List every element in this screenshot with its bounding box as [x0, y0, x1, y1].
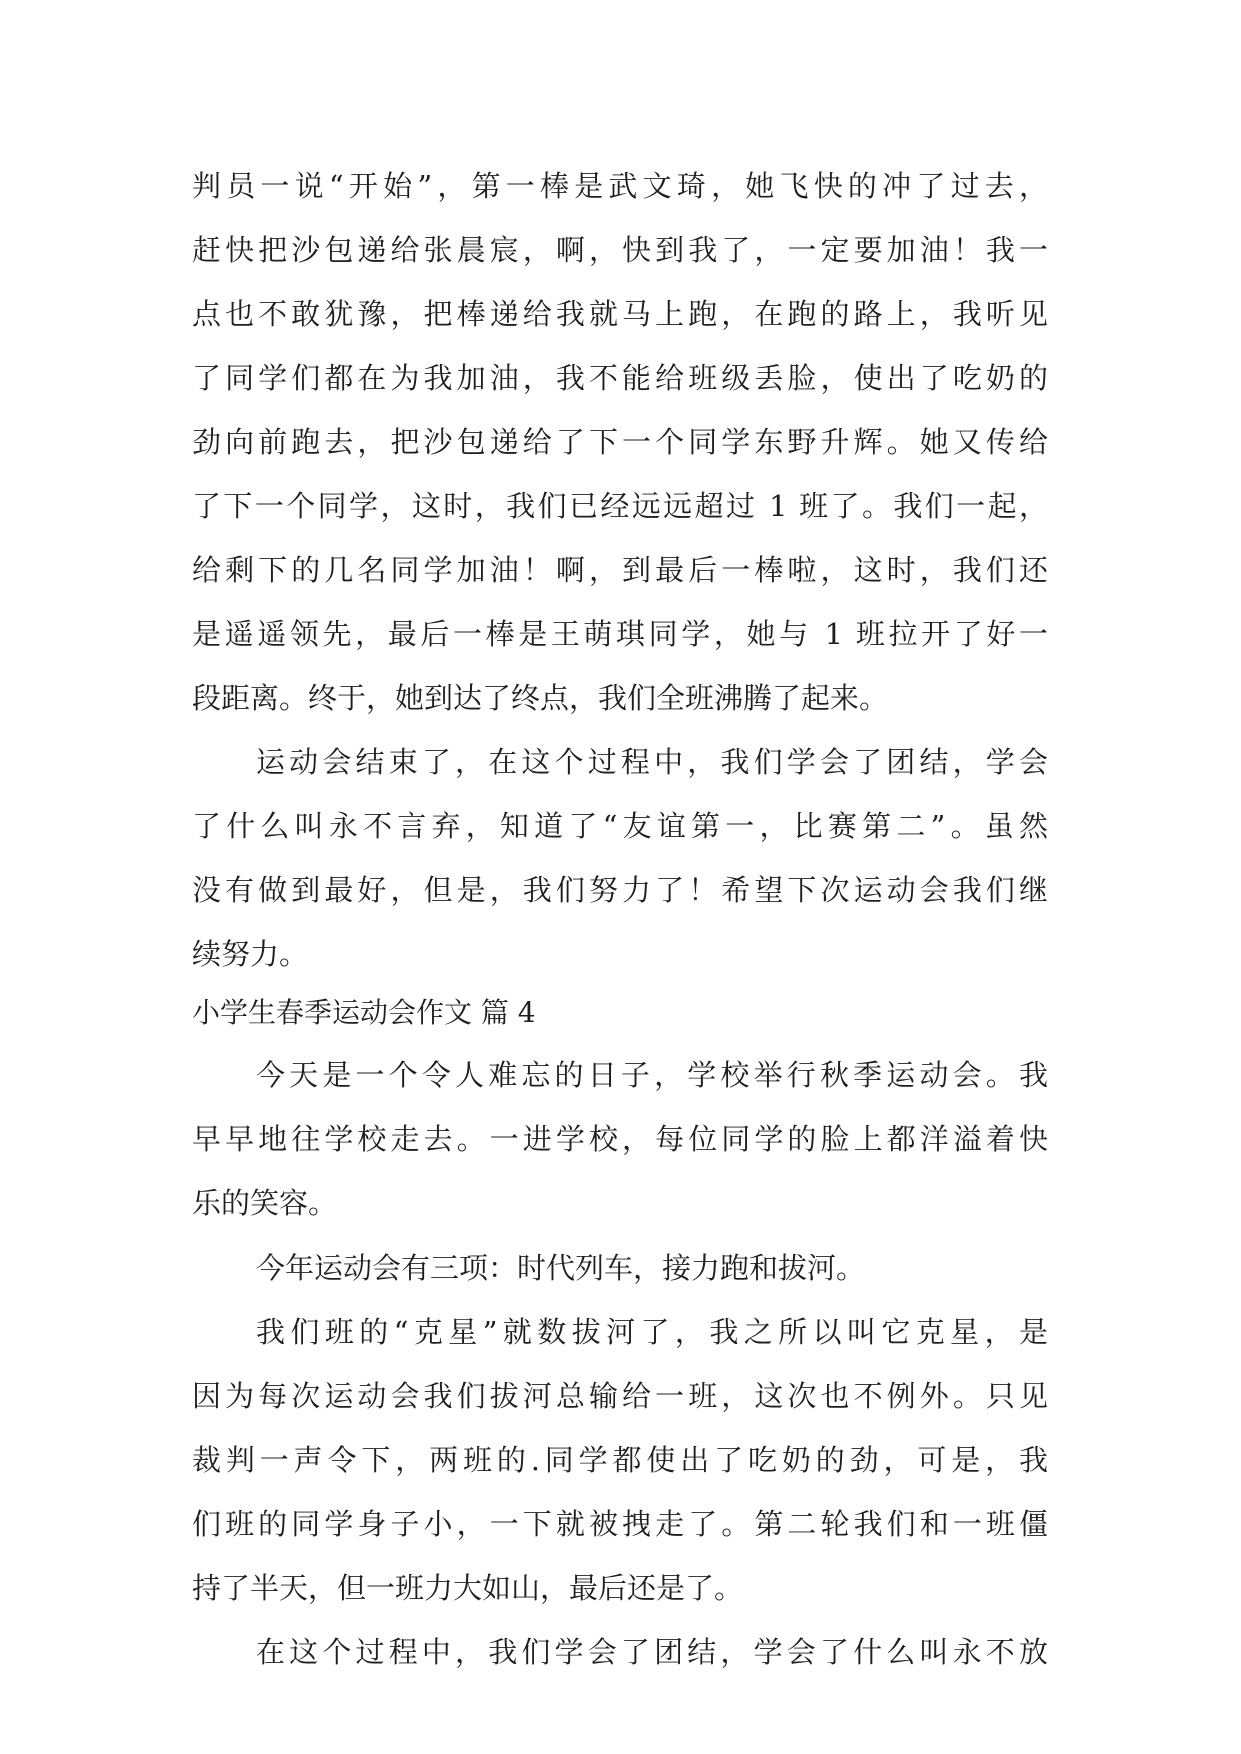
paragraph-line: 今年运动会有三项：时代列车，接力跑和拔河。	[256, 1251, 866, 1285]
paragraph-line: 在这个过程中，我们学会了团结，学会了什么叫永不放	[256, 1635, 1048, 1669]
paragraph-line: 早早地往学校走去。一进学校，每位同学的脸上都洋溢着快	[192, 1122, 1048, 1156]
paragraph-line: 是遥遥领先，最后一棒是王萌琪同学，她与 1 班拉开了好一	[192, 617, 1048, 651]
paragraph-line: 判员一说“开始”，第一棒是武文琦，她飞快的冲了过去，	[192, 169, 1048, 203]
paragraph-line: 赶快把沙包递给张晨宸，啊，快到我了，一定要加油！我一	[192, 233, 1048, 267]
paragraph-line: 因为每次运动会我们拔河总输给一班，这次也不例外。只见	[192, 1379, 1048, 1413]
paragraph-line: 我们班的“克星”就数拔河了，我之所以叫它克星，是	[256, 1315, 1048, 1349]
paragraph-line: 今天是一个令人难忘的日子，学校举行秋季运动会。我	[256, 1058, 1048, 1092]
paragraph-line: 了什么叫永不言弃，知道了“友谊第一，比赛第二”。虽然	[192, 809, 1048, 843]
paragraph-line: 续努力。	[192, 937, 309, 971]
paragraph-line: 了下一个同学，这时，我们已经远远超过 1 班了。我们一起，	[192, 489, 1048, 523]
paragraph-line: 运动会结束了，在这个过程中，我们学会了团结，学会	[256, 745, 1048, 779]
paragraph-line: 乐的笑容。	[192, 1186, 338, 1220]
paragraph-line: 持了半天，但一班力大如山，最后还是了。	[192, 1571, 744, 1605]
paragraph-line: 裁判一声令下，两班的.同学都使出了吃奶的劲，可是，我	[192, 1443, 1048, 1477]
paragraph-line: 没有做到最好，但是，我们努力了！希望下次运动会我们继	[192, 873, 1048, 907]
paragraph-line: 们班的同学身子小，一下就被拽走了。第二轮我们和一班僵	[192, 1507, 1048, 1541]
section-heading: 小学生春季运动会作文 篇 4	[192, 996, 536, 1029]
paragraph-line: 了同学们都在为我加油，我不能给班级丢脸，使出了吃奶的	[192, 361, 1048, 395]
paragraph-line: 点也不敢犹豫，把棒递给我就马上跑，在跑的路上，我听见	[192, 297, 1048, 331]
paragraph-line: 劲向前跑去，把沙包递给了下一个同学东野升辉。她又传给	[192, 425, 1048, 459]
paragraph-line: 段距离。终于，她到达了终点，我们全班沸腾了起来。	[192, 681, 889, 715]
paragraph-line: 给剩下的几名同学加油！啊，到最后一棒啦，这时，我们还	[192, 553, 1048, 587]
